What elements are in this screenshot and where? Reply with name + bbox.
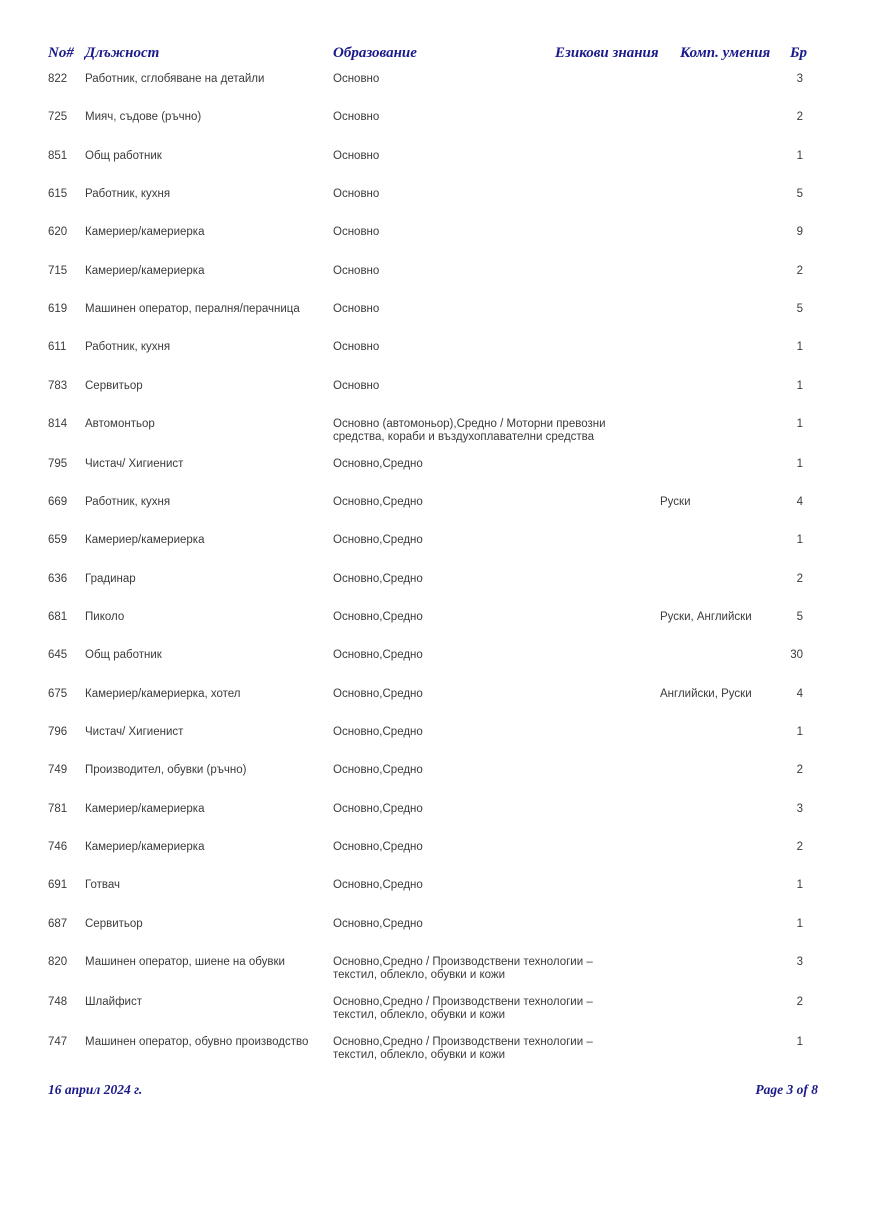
table-row bbox=[0, 573, 870, 611]
row-number: 675 bbox=[48, 687, 68, 700]
row-count: 1 bbox=[796, 341, 803, 354]
column-header-languages: Езикови знания bbox=[555, 45, 659, 61]
table-row bbox=[0, 803, 870, 841]
table-row bbox=[0, 879, 870, 917]
row-education: Основно,Средно / Производствени технологии – текстил, облекло, обувки и кожи bbox=[333, 956, 593, 982]
table-header bbox=[0, 44, 870, 64]
row-position: Камериер/камериерка bbox=[85, 264, 205, 277]
row-education: Основно,Средно / Производствени технологии – текстил, облекло, обувки и кожи bbox=[333, 995, 593, 1021]
row-count: 1 bbox=[796, 917, 803, 930]
row-languages: Руски bbox=[660, 496, 691, 509]
row-languages: Руски, Английски bbox=[660, 611, 752, 624]
table-row bbox=[0, 534, 870, 572]
row-education: Основно,Средно bbox=[333, 917, 423, 930]
row-education: Основно bbox=[333, 264, 380, 277]
row-education: Основно,Средно bbox=[333, 879, 423, 892]
row-number: 851 bbox=[48, 149, 68, 162]
row-number: 822 bbox=[48, 73, 68, 85]
table-row bbox=[0, 303, 870, 341]
row-position: Сервитьор bbox=[85, 917, 143, 930]
table-row bbox=[0, 649, 870, 687]
column-header-computer-skills: Комп. умения bbox=[680, 45, 771, 61]
row-number: 814 bbox=[48, 417, 68, 430]
row-count: 5 bbox=[796, 611, 803, 624]
row-position: Чистач/ Хигиенист bbox=[85, 457, 184, 470]
row-count: 1 bbox=[796, 417, 803, 430]
table-row bbox=[0, 380, 870, 418]
row-position: Чистач/ Хигиенист bbox=[85, 726, 184, 739]
row-position: Работник, кухня bbox=[85, 341, 171, 354]
row-count: 9 bbox=[796, 226, 803, 239]
row-position: Производител, обувки (ръчно) bbox=[85, 764, 247, 777]
row-position: Камериер/камериерка bbox=[85, 802, 205, 815]
row-number: 611 bbox=[48, 341, 67, 354]
row-count: 30 bbox=[790, 649, 803, 662]
row-number: 748 bbox=[48, 995, 68, 1008]
row-count: 2 bbox=[796, 764, 803, 777]
row-languages: Английски, Руски bbox=[660, 687, 752, 700]
table-row bbox=[0, 611, 870, 649]
table-row bbox=[0, 688, 870, 726]
table-row bbox=[0, 841, 870, 879]
row-education: Основно,Средно bbox=[333, 496, 423, 509]
row-education: Основно,Средно / Производствени технологии – текстил, облекло, обувки и кожи bbox=[333, 1035, 593, 1061]
row-count: 2 bbox=[796, 111, 803, 124]
row-education: Основно bbox=[333, 149, 380, 162]
row-position: Камериер/камериерка bbox=[85, 534, 205, 547]
row-number: 795 bbox=[48, 457, 68, 470]
row-education: Основно,Средно bbox=[333, 726, 423, 739]
row-position: Работник, кухня bbox=[85, 187, 171, 200]
row-number: 619 bbox=[48, 302, 68, 315]
row-count: 3 bbox=[796, 956, 803, 969]
row-position: Камериер/камериерка bbox=[85, 226, 205, 239]
table-row bbox=[0, 188, 870, 226]
table-row bbox=[0, 418, 870, 458]
row-number: 783 bbox=[48, 379, 68, 392]
row-count: 2 bbox=[796, 841, 803, 854]
table-row bbox=[0, 458, 870, 496]
row-number: 620 bbox=[48, 226, 68, 239]
column-header-no: No# bbox=[48, 45, 74, 61]
table-row bbox=[0, 956, 870, 996]
table-row bbox=[0, 226, 870, 264]
row-position: Машинен оператор, обувно производство bbox=[85, 1035, 309, 1048]
row-count: 1 bbox=[796, 879, 803, 892]
row-number: 645 bbox=[48, 649, 68, 662]
row-count: 1 bbox=[796, 379, 803, 392]
row-position: Работник, сглобяване на детайли bbox=[85, 73, 265, 85]
row-education: Основно bbox=[333, 341, 380, 354]
table-row bbox=[0, 150, 870, 188]
table-row bbox=[0, 918, 870, 956]
row-count: 1 bbox=[796, 149, 803, 162]
row-position: Готвач bbox=[85, 879, 120, 892]
row-position: Мияч, съдове (ръчно) bbox=[85, 111, 202, 124]
row-education: Основно bbox=[333, 302, 380, 315]
row-count: 1 bbox=[796, 1035, 803, 1048]
table-row bbox=[0, 73, 870, 111]
row-number: 796 bbox=[48, 726, 68, 739]
row-number: 659 bbox=[48, 534, 68, 547]
column-header-count: Бр bbox=[790, 45, 808, 61]
row-number: 747 bbox=[48, 1035, 68, 1048]
row-position: Камериер/камериерка, хотел bbox=[85, 687, 241, 700]
footer-page-number: Page 3 of 8 bbox=[755, 1082, 818, 1097]
row-count: 1 bbox=[796, 534, 803, 547]
row-education: Основно,Средно bbox=[333, 534, 423, 547]
row-education: Основно,Средно bbox=[333, 841, 423, 854]
footer-date: 16 април 2024 г. bbox=[48, 1082, 143, 1097]
row-count: 2 bbox=[796, 995, 803, 1008]
row-position: Шлайфист bbox=[85, 995, 142, 1008]
table-body bbox=[0, 73, 870, 1075]
row-number: 691 bbox=[48, 879, 68, 892]
row-number: 615 bbox=[48, 187, 68, 200]
row-education: Основно,Средно bbox=[333, 764, 423, 777]
row-education: Основно,Средно bbox=[333, 457, 423, 470]
row-education: Основно,Средно bbox=[333, 687, 423, 700]
row-position: Машинен оператор, пералня/перачница bbox=[85, 302, 300, 315]
row-number: 781 bbox=[48, 802, 68, 815]
column-header-position: Длъжност bbox=[85, 45, 160, 61]
row-position: Градинар bbox=[85, 572, 136, 585]
row-number: 681 bbox=[48, 611, 68, 624]
row-position: Камериер/камериерка bbox=[85, 841, 205, 854]
row-count: 2 bbox=[796, 572, 803, 585]
row-count: 3 bbox=[796, 802, 803, 815]
table-row bbox=[0, 1036, 870, 1076]
row-number: 820 bbox=[48, 956, 68, 969]
row-position: Автомонтьор bbox=[85, 417, 155, 430]
table-row bbox=[0, 496, 870, 534]
row-education: Основно bbox=[333, 379, 380, 392]
table-row bbox=[0, 764, 870, 802]
row-count: 4 bbox=[796, 687, 803, 700]
column-header-education: Образование bbox=[333, 45, 417, 61]
row-number: 687 bbox=[48, 917, 68, 930]
row-number: 746 bbox=[48, 841, 68, 854]
row-education: Основно bbox=[333, 111, 380, 124]
row-position: Общ работник bbox=[85, 149, 162, 162]
row-education: Основно,Средно bbox=[333, 649, 423, 662]
row-count: 1 bbox=[796, 457, 803, 470]
row-position: Сервитьор bbox=[85, 379, 143, 392]
row-education: Основно,Средно bbox=[333, 802, 423, 815]
row-education: Основно bbox=[333, 226, 380, 239]
row-number: 749 bbox=[48, 764, 68, 777]
row-count: 3 bbox=[796, 73, 803, 85]
table-row bbox=[0, 265, 870, 303]
row-count: 5 bbox=[796, 187, 803, 200]
table-row bbox=[0, 341, 870, 379]
row-count: 1 bbox=[796, 726, 803, 739]
row-position: Общ работник bbox=[85, 649, 162, 662]
row-position: Машинен оператор, шиене на обувки bbox=[85, 956, 285, 969]
row-count: 5 bbox=[796, 302, 803, 315]
row-number: 715 bbox=[48, 264, 68, 277]
row-education: Основно bbox=[333, 187, 380, 200]
table-row bbox=[0, 111, 870, 149]
table-row bbox=[0, 726, 870, 764]
row-position: Пиколо bbox=[85, 611, 125, 624]
row-education: Основно,Средно bbox=[333, 611, 423, 624]
row-position: Работник, кухня bbox=[85, 496, 171, 509]
row-number: 636 bbox=[48, 572, 68, 585]
row-count: 2 bbox=[796, 264, 803, 277]
row-education: Основно (автомоньор),Средно / Моторни превозни средства, кораби и въздухоплавателни средства bbox=[333, 417, 606, 443]
row-count: 4 bbox=[796, 496, 803, 509]
table-row bbox=[0, 996, 870, 1036]
row-number: 669 bbox=[48, 496, 68, 509]
row-number: 725 bbox=[48, 111, 68, 124]
row-education: Основно,Средно bbox=[333, 572, 423, 585]
row-education: Основно bbox=[333, 73, 380, 85]
